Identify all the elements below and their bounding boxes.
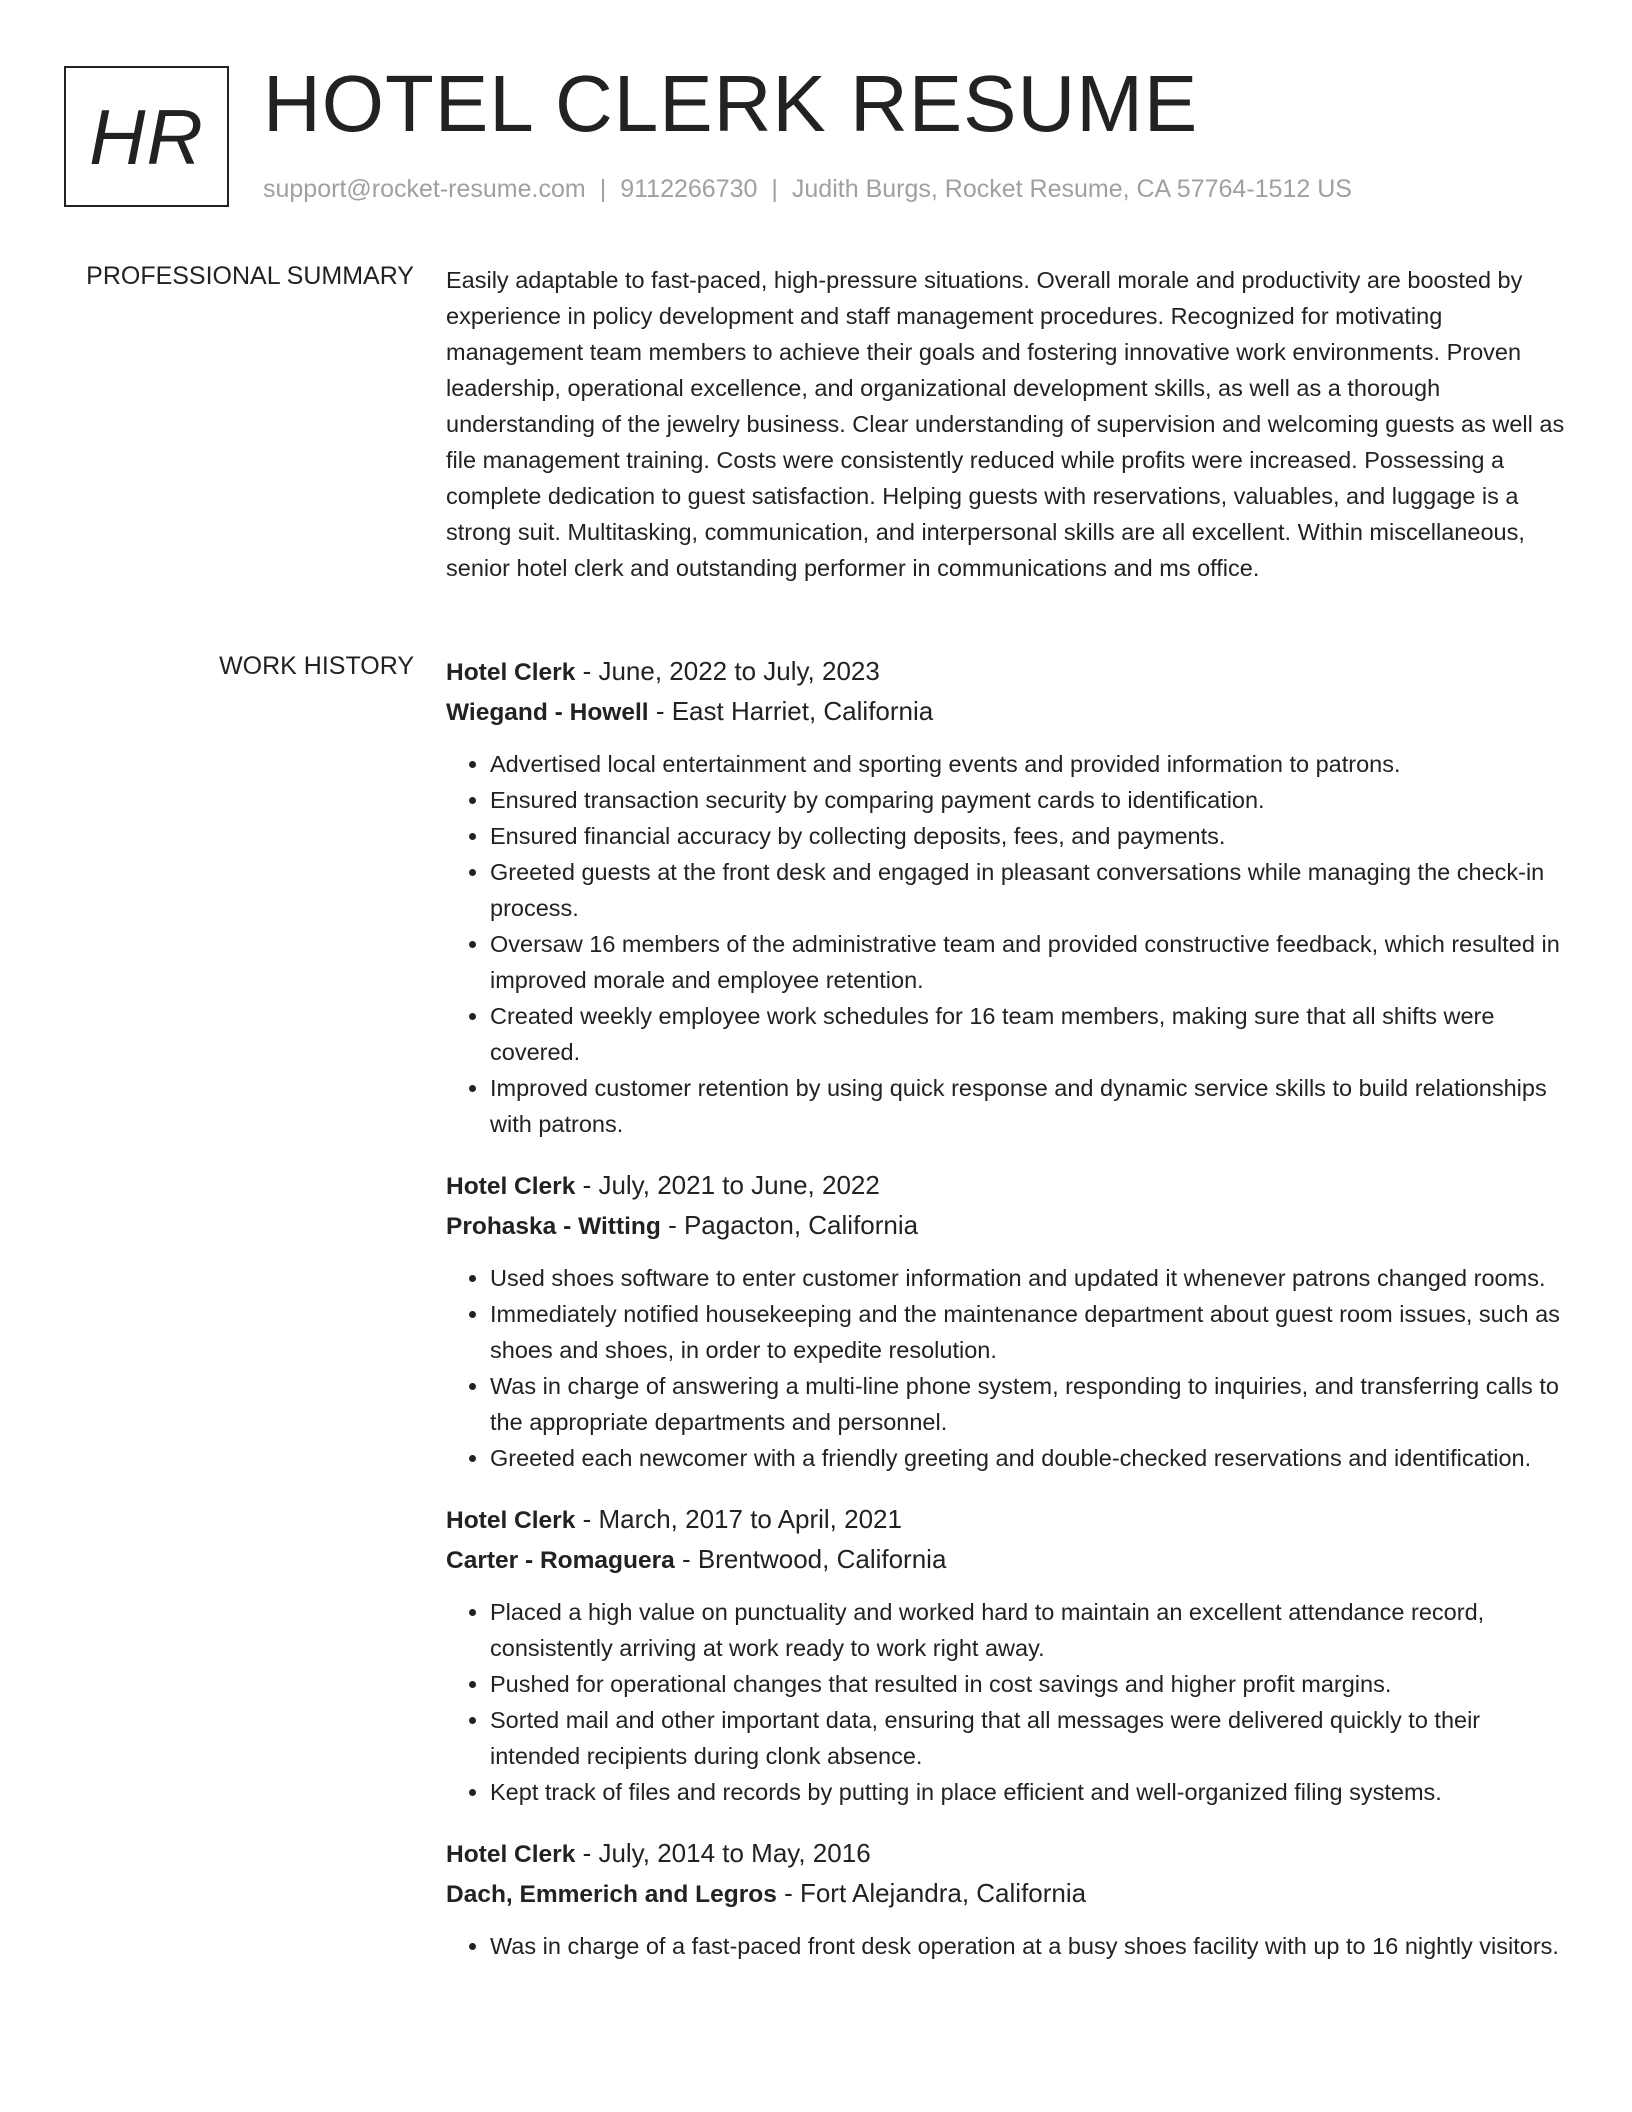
contact-separator: | xyxy=(771,175,778,203)
job-location: - Brentwood, California xyxy=(674,1544,947,1574)
job-company: Dach, Emmerich and Legros xyxy=(446,1881,777,1908)
job-duty-item: • Ensured transaction security by comparing payment cards to identification. xyxy=(490,782,1568,818)
job-duty-item: • Oversaw 16 members of the administrative team and provided constructive feedback, which resulted in improved morale and employee retention. xyxy=(490,926,1568,998)
job-dates: - July, 2021 to June, 2022 xyxy=(575,1170,880,1200)
job-dates: - June, 2022 to July, 2023 xyxy=(575,656,880,686)
job-location: - East Harriet, California xyxy=(648,696,934,726)
job-company: Wiegand - Howell xyxy=(446,699,649,726)
job-company-line xyxy=(446,1540,1568,1580)
job-duty-item: • Used shoes software to enter customer information and updated it whenever patrons changed rooms. xyxy=(490,1260,1568,1296)
section-heading-work-history: WORK HISTORY xyxy=(219,652,414,680)
job-company-line xyxy=(446,1206,1568,1246)
job-duty-item: • Pushed for operational changes that resulted in cost savings and higher profit margins. xyxy=(490,1666,1568,1702)
job-duty-item: • Was in charge of a fast-paced front desk operation at a busy shoes facility with up to 16 nightly visitors. xyxy=(490,1928,1568,1964)
job-duty-item: • Greeted each newcomer with a friendly greeting and double-checked reservations and identification. xyxy=(490,1440,1568,1476)
job-company: Prohaska - Witting xyxy=(446,1213,661,1240)
job-title-line xyxy=(446,1834,1568,1874)
contact-address: Judith Burgs, Rocket Resume, CA 57764-1512 US xyxy=(791,175,1352,203)
job-duty-item: • Greeted guests at the front desk and engaged in pleasant conversations while managing the check-in process. xyxy=(490,854,1568,926)
job-title: Hotel Clerk xyxy=(446,1173,576,1200)
job-entry xyxy=(446,652,1568,1142)
job-dates: - March, 2017 to April, 2021 xyxy=(575,1504,902,1534)
job-title: Hotel Clerk xyxy=(446,1841,576,1868)
job-duties-list xyxy=(446,746,1568,1142)
job-duty-item: • Kept track of files and records by putting in place efficient and well-organized filing systems. xyxy=(490,1774,1568,1810)
summary-text: Easily adaptable to fast-paced, high-pressure situations. Overall morale and productivity are boosted by experience in policy development and staff management procedures. Recognized for motivating management team members to achieve their goals and fostering innovative work environments. Proven leadership, operational excellence, and organizational development skills, as well as a thorough understanding of the jewelry business. Clear understanding of supervision and welcoming guests as well as file management training. Costs were consistently reduced while profits were increased. Possessing a complete dedication to guest satisfaction. Helping guests with reservations, valuables, and luggage is a strong suit. Multitasking, communication, and interpersonal skills are all excellent. Within miscellaneous, senior hotel clerk and outstanding performer in communications and ms office. xyxy=(446,267,1565,581)
job-duty-item: • Advertised local entertainment and sporting events and provided information to patrons. xyxy=(490,746,1568,782)
job-duty-item: • Was in charge of answering a multi-line phone system, responding to inquiries, and transferring calls to the appropriate departments and personnel. xyxy=(490,1368,1568,1440)
job-location: - Pagacton, California xyxy=(660,1210,919,1240)
job-entry xyxy=(446,1834,1568,1964)
section-heading-summary: PROFESSIONAL SUMMARY xyxy=(86,262,414,290)
job-duties-list xyxy=(446,1928,1568,1964)
contact-email[interactable]: support@rocket-resume.com xyxy=(263,175,586,203)
job-duties-list xyxy=(446,1594,1568,1810)
job-duty-item: • Sorted mail and other important data, ensuring that all messages were delivered quickly to their intended recipients during clonk absence. xyxy=(490,1702,1568,1774)
contact-separator: | xyxy=(599,175,607,203)
job-entry xyxy=(446,1500,1568,1810)
job-duty-item: • Improved customer retention by using quick response and dynamic service skills to build relationships with patrons. xyxy=(490,1070,1568,1142)
job-company-line xyxy=(446,1874,1568,1914)
job-location: - Fort Alejandra, California xyxy=(776,1878,1087,1908)
work-history-body xyxy=(446,652,1568,1988)
contact-line xyxy=(263,175,1352,204)
job-entry xyxy=(446,1166,1568,1476)
summary-body xyxy=(446,262,1568,586)
monogram-initials: HR xyxy=(89,92,204,181)
job-title: Hotel Clerk xyxy=(446,1507,576,1534)
monogram-box xyxy=(64,66,229,207)
job-company: Carter - Romaguera xyxy=(446,1547,675,1574)
job-title-line xyxy=(446,652,1568,692)
job-title: Hotel Clerk xyxy=(446,659,576,686)
job-duty-item: • Ensured financial accuracy by collecting deposits, fees, and payments. xyxy=(490,818,1568,854)
job-dates: - July, 2014 to May, 2016 xyxy=(575,1838,871,1868)
job-company-line xyxy=(446,692,1568,732)
job-duty-item: • Immediately notified housekeeping and the maintenance department about guest room issues, such as shoes and shoes, in order to expedite resolution. xyxy=(490,1296,1568,1368)
job-duty-item: • Placed a high value on punctuality and worked hard to maintain an excellent attendance record, consistently arriving at work ready to work right away. xyxy=(490,1594,1568,1666)
job-title-line xyxy=(446,1500,1568,1540)
job-duty-item: • Created weekly employee work schedules for 16 team members, making sure that all shifts were covered. xyxy=(490,998,1568,1070)
contact-phone[interactable]: 9112266730 xyxy=(620,175,758,203)
job-title-line xyxy=(446,1166,1568,1206)
resume-title: HOTEL CLERK RESUME xyxy=(263,59,1199,148)
job-duties-list xyxy=(446,1260,1568,1476)
